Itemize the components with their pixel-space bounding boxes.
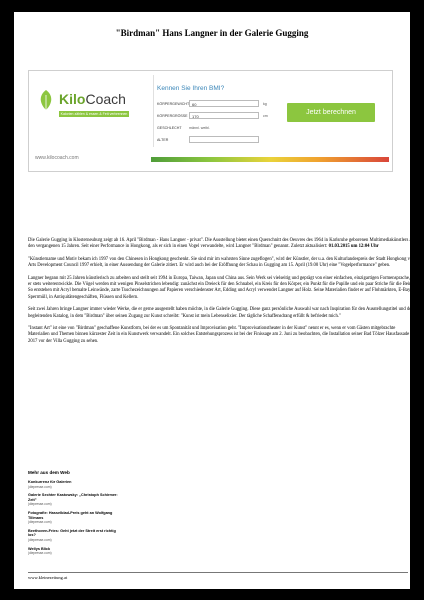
list-item[interactable] (28, 493, 118, 507)
more-title: Mehr aus dem Web (28, 470, 70, 475)
bmi-color-bar (151, 157, 389, 162)
ad-divider (153, 75, 154, 147)
footer-divider (28, 572, 408, 573)
height-input[interactable]: 170 (189, 112, 259, 119)
weight-unit: kg (263, 102, 267, 106)
list-item-source: (diepresse.com) (28, 484, 52, 489)
leaf-icon (37, 89, 55, 111)
updated-label: Zuletzt aktualisiert: (290, 244, 329, 250)
article-paragraph: "Instant Art" ist eine von "Birdman" geschaffene Kunstform, bei der es um Spontanität und Improvisation geht. "Improvisationstheater in der Kunst" nennt er es, wenn er vom Gästen mitgebrachte Materialien und Themen binnen kürzester Zeit in ein Kunstwerk verwandelt. Ein solches Entstehungsprozess ist bei der Finissage am 2. Juni zu beobachten, die Installation seiner Bad Tölzer Hausfassade bis 2017 vor der Villa Gugging zu sehen. (28, 326, 416, 344)
list-item-source: (diepresse.com) (28, 502, 52, 507)
height-label: KÖRPERGRÖSSE (157, 114, 188, 118)
list-item-headline[interactable]: Konkurrenz für Galerien (28, 480, 72, 484)
brand-coach: Coach (85, 91, 126, 107)
page-title: "Birdman" Hans Langner in der Galerie Gugging (115, 28, 309, 38)
list-item-headline[interactable]: Galerie Sechter Kastowsky: „Christoph Schirmer: Zeit" (28, 493, 118, 502)
list-item-headline[interactable]: Beethoven-Fries: Geht jetzt der Streit erst richtig los? (28, 528, 116, 538)
brand-kilo: Kilo (59, 91, 86, 107)
footer-url[interactable]: www.kleinezeitung.at (28, 575, 68, 580)
article-body (28, 238, 418, 351)
list-item-source: (diepresse.com) (28, 537, 52, 542)
height-unit: cm (263, 114, 268, 118)
list-item[interactable] (28, 529, 118, 543)
age-input[interactable] (189, 136, 259, 143)
updated-value: 01.03.2015 um 12:04 Uhr (328, 244, 379, 250)
kilocoach-ad-banner[interactable] (28, 70, 393, 172)
gender-label: GESCHLECHT (157, 126, 182, 130)
article-paragraph (28, 238, 418, 251)
list-item-source: (diepresse.com) (28, 551, 52, 556)
more-from-web (28, 470, 118, 560)
ad-title: Kennen Sie Ihren BMI? (157, 85, 225, 92)
weight-label: KÖRPERGEWICHT (157, 102, 190, 106)
ad-url[interactable]: www.kilocoach.com (35, 155, 79, 161)
article-intro: Die Galerie Gugging in Klosterneuburg zeigt ab 16. April "Birdman - Hans Langner - privat". Die Ausstellung bietet einen Querschnitt des Oeuvres des 1964 in Karlsruhe geborenen Multimediakünstlers aus den vergangenen 15 Jahren. Seit einer Performance in Hongkong, als er sich in einen Vogel verwandelte, wird Langner "Birdman" genannt. (28, 238, 416, 250)
list-item-source: (diepresse.com) (28, 520, 52, 525)
list-item-headline[interactable]: Wellys Blick (28, 546, 51, 551)
list-item[interactable] (28, 547, 118, 556)
gender-options[interactable]: männl. weibl. (189, 126, 210, 130)
article-paragraph: Seit zwei Jahren bringe Langner immer wieder Werke, die er gerne ausgestellt haben möchte, in die Galerie Gugging. Diese ganz persönliche Auswahl war nach Inspiration für den Ausstellungstitel und den begleitenden Katalog, in dem "Birdman" über seinen Zugang zur Kunst schreibt: "Kunst ist mein Lebenselixier. Der tägliche Schaffensdrang erfüllt & befriedet mich." (28, 307, 414, 319)
calculate-button[interactable]: Jetzt berechnen (287, 103, 375, 122)
list-item[interactable] (28, 480, 118, 489)
weight-input[interactable]: 60 (189, 100, 259, 107)
article-paragraph: "Künstlername und Motiv bekam ich 1997 von den Chinesen in Hongkong geschenkt. Sie sind mir im wahrsten Sinne zugeflogen", wird der Künstler, der u.a. den Kulturlandespreis der Stadt Hongkong vom Arts Development Council 1997 erhielt, in einer Aussendung der Galerie zitiert. Er wird auch bei der Eröffnung der Schau in Gugging am 15. April (19.00 Uhr) eine "Vogelperformance" geben. (28, 256, 416, 269)
list-item-headline[interactable]: Fotografie: Hasselblad-Preis geht an Wolfgang Tillmans (28, 510, 113, 520)
age-label: ALTER (157, 138, 169, 142)
list-item[interactable] (28, 511, 118, 525)
kilocoach-logo (35, 87, 143, 125)
brand-tagline: Kalorien zählen & essen & Fett verbrennen (60, 112, 128, 116)
article-paragraph: Langner begann mit 25 Jahren künstlerisch zu arbeiten und stellt seit 1994 in Europa, Taiwan, Japan und China aus. Sein Werk sei vielseitig und geprägt von einer einfachen, einzigartigen Formensprache, die er stets weiterentwickle. Die Vögel werden mit wenigen Pinselstrichen lebendig: zunächst ein Dreieck für den Schnabel, ein Kreis für den Körper, ein Punkt für die Pupille und ein paar Striche für die Beine. So entstehen mit Acryl bemalte Leinwände, zarte Tuschezeichnungen auf Papieren verschiedenster Art, Edding und Acryl verwendet Langner auf Holz. Seine Materialien findet er auf Flohmärkten, E-Bay, im Sperrmüll, in Antiquitätengeschäften, Flüssen und Kellern. (28, 275, 418, 300)
